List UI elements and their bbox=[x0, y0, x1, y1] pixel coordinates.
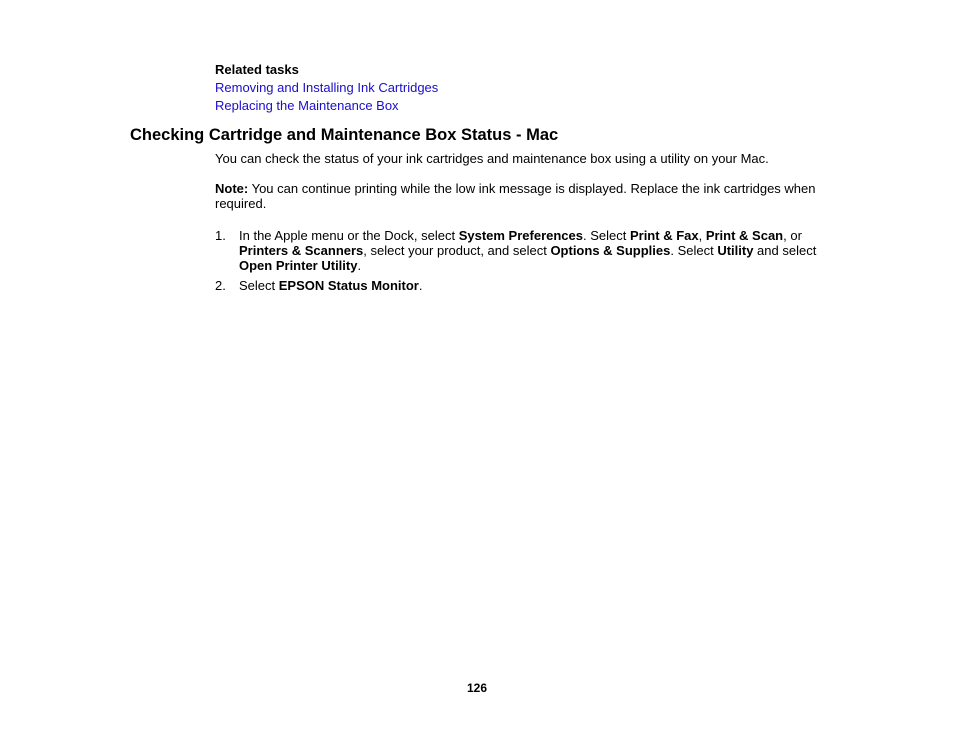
related-tasks-heading: Related tasks bbox=[215, 62, 299, 77]
step-text-part: . bbox=[357, 258, 362, 273]
menu-item-options-supplies: Options & Supplies bbox=[550, 243, 671, 258]
menu-item-print-scan: Print & Scan bbox=[705, 228, 784, 243]
note-label: Note: bbox=[215, 181, 249, 196]
step-text-part: Select bbox=[239, 278, 279, 293]
step-text bbox=[239, 278, 829, 293]
menu-item-utility: Utility bbox=[717, 243, 754, 258]
step-text-part: , or bbox=[783, 228, 802, 243]
link-removing-installing-ink-cartridges[interactable]: Removing and Installing Ink Cartridges bbox=[215, 80, 439, 95]
intro-paragraph: You can check the status of your ink cartridges and maintenance box using a utility on your Mac. bbox=[215, 151, 769, 166]
link-replacing-maintenance-box[interactable]: Replacing the Maintenance Box bbox=[215, 98, 399, 113]
step-text-part: , bbox=[698, 228, 706, 243]
step-2 bbox=[215, 278, 835, 293]
step-text-part: and select bbox=[753, 243, 817, 258]
page-number: 126 bbox=[466, 681, 488, 695]
menu-item-system-preferences: System Preferences bbox=[458, 228, 583, 243]
menu-item-print-fax: Print & Fax bbox=[629, 228, 699, 243]
step-text-part: . Select bbox=[670, 243, 718, 258]
step-number: 1. bbox=[215, 228, 226, 243]
step-text bbox=[239, 228, 829, 273]
step-text-part: In the Apple menu or the Dock, select bbox=[239, 228, 459, 243]
step-text-part: . Select bbox=[583, 228, 630, 243]
step-1 bbox=[215, 228, 835, 273]
note-text: You can continue printing while the low ink message is displayed. Replace the ink cartridges when required. bbox=[215, 181, 816, 211]
menu-item-open-printer-utility: Open Printer Utility bbox=[239, 258, 358, 273]
step-number: 2. bbox=[215, 278, 226, 293]
note-paragraph bbox=[215, 181, 835, 211]
step-text-part: , select your product, and select bbox=[363, 243, 551, 258]
section-title: Checking Cartridge and Maintenance Box Status - Mac bbox=[130, 126, 559, 144]
step-text-part: . bbox=[418, 278, 423, 293]
menu-item-printers-scanners: Printers & Scanners bbox=[239, 243, 364, 258]
menu-item-epson-status-monitor: EPSON Status Monitor bbox=[278, 278, 419, 293]
